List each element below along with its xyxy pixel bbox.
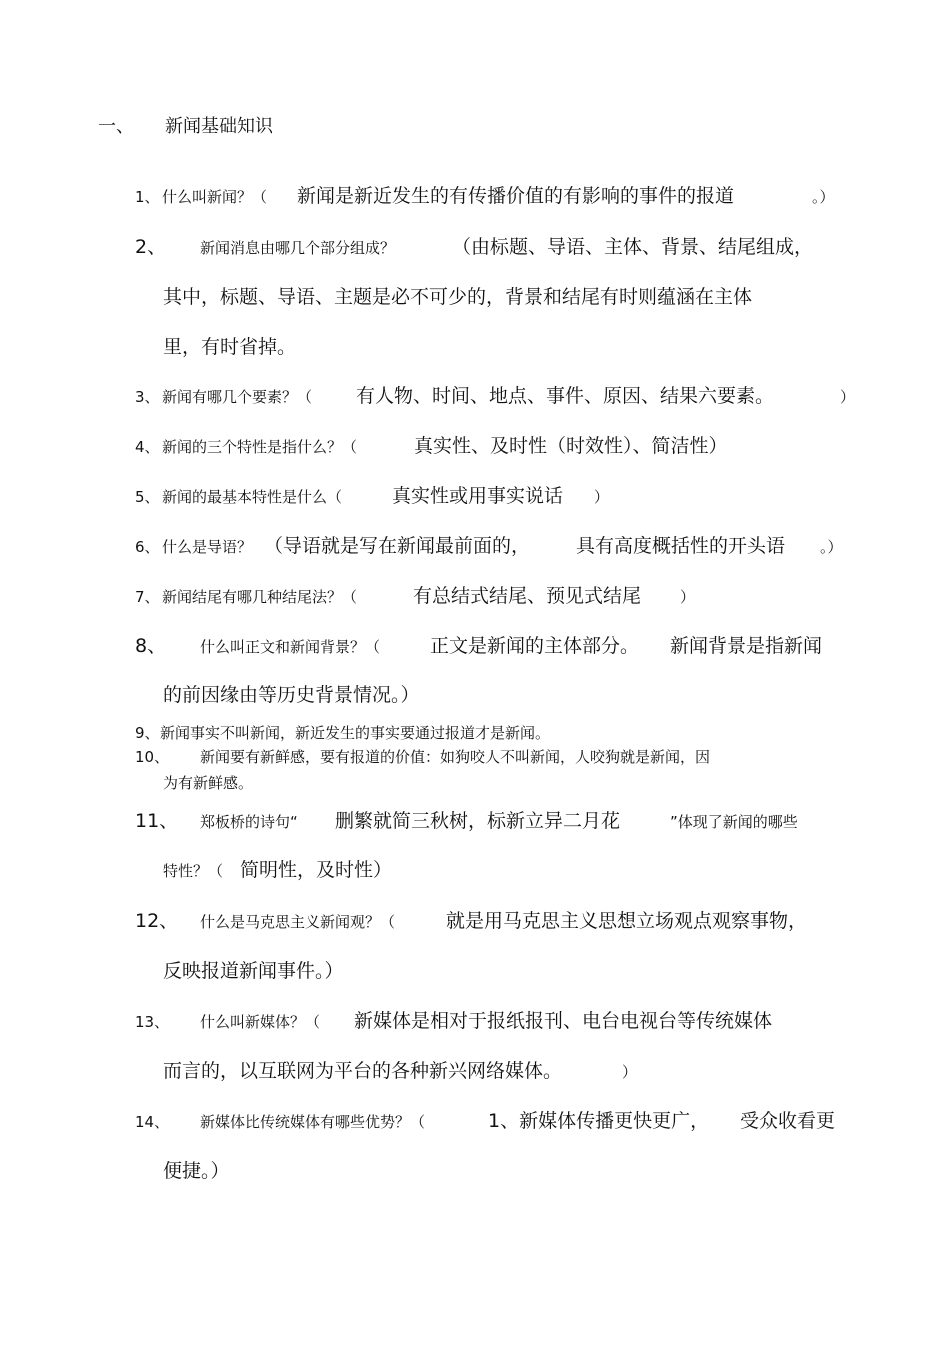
item-12-number: 12、 xyxy=(135,910,179,932)
item-11-question-cont: ”体现了新闻的哪些 xyxy=(670,813,798,831)
item-12-answer-line1: 就是用马克思主义思想立场观点观察事物， xyxy=(446,910,808,932)
item-10-number: 10、 xyxy=(135,748,170,766)
item-5-number: 5、 xyxy=(135,488,160,506)
item-6-question: 什么是导语？ xyxy=(162,538,253,556)
item-14-answer-part2: 受众收看更 xyxy=(740,1110,836,1132)
item-6-tail: 。） xyxy=(820,538,843,556)
item-13-answer-line2: 而言的，以互联网为平台的各种新兴网络媒体。 xyxy=(163,1060,563,1082)
item-1-number: 1、 xyxy=(135,188,160,206)
item-10-text-line1: 新闻要有新鲜感，要有报道的价值：如狗咬人不叫新闻，人咬狗就是新闻，因 xyxy=(200,748,711,766)
item-10-text-line2: 为有新鲜感。 xyxy=(163,774,254,792)
item-3-question: 新闻有哪几个要素？（ xyxy=(162,388,313,406)
item-1-tail: 。） xyxy=(812,188,835,206)
item-9-text: 新闻事实不叫新闻，新近发生的事实要通过报道才是新闻。 xyxy=(160,724,551,742)
item-11-question: 郑板桥的诗句“ xyxy=(200,813,298,831)
item-14-answer-line2: 便捷。） xyxy=(163,1160,230,1182)
item-11-question-line2: 特性？（ xyxy=(163,862,224,880)
item-14-answer-part1: 1、新媒体传播更快更广， xyxy=(488,1110,710,1132)
item-11-answer: 简明性，及时性） xyxy=(240,859,393,881)
item-1-question: 什么叫新闻？（ xyxy=(162,188,268,206)
item-8-answer-line2: 的前因缘由等历史背景情况。） xyxy=(163,684,420,706)
item-14-question: 新媒体比传统媒体有哪些优势？（ xyxy=(200,1113,426,1131)
item-2-question: 新闻消息由哪几个部分组成？ xyxy=(200,239,396,257)
item-11-poem: 删繁就简三秋树，标新立异二月花 xyxy=(335,810,621,832)
item-5-tail: ） xyxy=(594,488,610,506)
item-12-answer-line2: 反映报道新闻事件。） xyxy=(163,960,344,982)
item-7-answer: 有总结式结尾、预见式结尾 xyxy=(413,585,642,607)
item-14-number: 14、 xyxy=(135,1113,170,1131)
item-2-number: 2、 xyxy=(135,236,167,258)
item-6-answer-part2: 具有高度概括性的开头语 xyxy=(576,535,786,557)
item-2-answer-line2: 其中，标题、导语、主题是必不可少的，背景和结尾有时则蕴涵在主体 xyxy=(163,286,753,308)
item-9-number: 9、 xyxy=(135,724,160,742)
item-1-answer: 新闻是新近发生的有传播价值的有影响的事件的报道 xyxy=(297,185,735,207)
item-5-question: 新闻的最基本特性是什么（ xyxy=(162,488,343,506)
item-7-question: 新闻结尾有哪几种结尾法？（ xyxy=(162,588,358,606)
item-8-question: 什么叫正文和新闻背景？（ xyxy=(200,638,381,656)
item-7-number: 7、 xyxy=(135,588,160,606)
item-8-number: 8、 xyxy=(135,635,167,657)
item-4-number: 4、 xyxy=(135,438,160,456)
item-8-answer-part1: 正文是新闻的主体部分。 xyxy=(430,635,640,657)
item-3-tail: ） xyxy=(840,388,856,406)
item-5-answer: 真实性或用事实说话 xyxy=(392,485,564,507)
item-2-answer-line3: 里，有时省掉。 xyxy=(163,336,297,358)
item-11-number: 11、 xyxy=(135,810,179,832)
item-12-question: 什么是马克思主义新闻观？（ xyxy=(200,913,396,931)
item-3-number: 3、 xyxy=(135,388,160,406)
section-number: 一、 xyxy=(98,116,134,137)
item-4-answer: 真实性、及时性（时效性）、简洁性） xyxy=(414,435,728,457)
item-8-answer-part2: 新闻背景是指新闻 xyxy=(670,635,823,657)
item-2-answer-line1: （由标题、导语、主体、背景、结尾组成， xyxy=(452,236,814,258)
item-13-number: 13、 xyxy=(135,1013,170,1031)
item-13-question: 什么叫新媒体？（ xyxy=(200,1013,321,1031)
item-3-answer: 有人物、时间、地点、事件、原因、结果六要素。 xyxy=(356,385,775,407)
item-6-answer-part1: （导语就是写在新闻最前面的， xyxy=(264,535,531,557)
section-title: 新闻基础知识 xyxy=(165,116,273,137)
item-6-number: 6、 xyxy=(135,538,160,556)
item-4-question: 新闻的三个特性是指什么？（ xyxy=(162,438,358,456)
item-13-tail: ） xyxy=(622,1063,638,1081)
item-7-tail: ） xyxy=(680,588,696,606)
item-13-answer-line1: 新媒体是相对于报纸报刊、电台电视台等传统媒体 xyxy=(354,1010,773,1032)
